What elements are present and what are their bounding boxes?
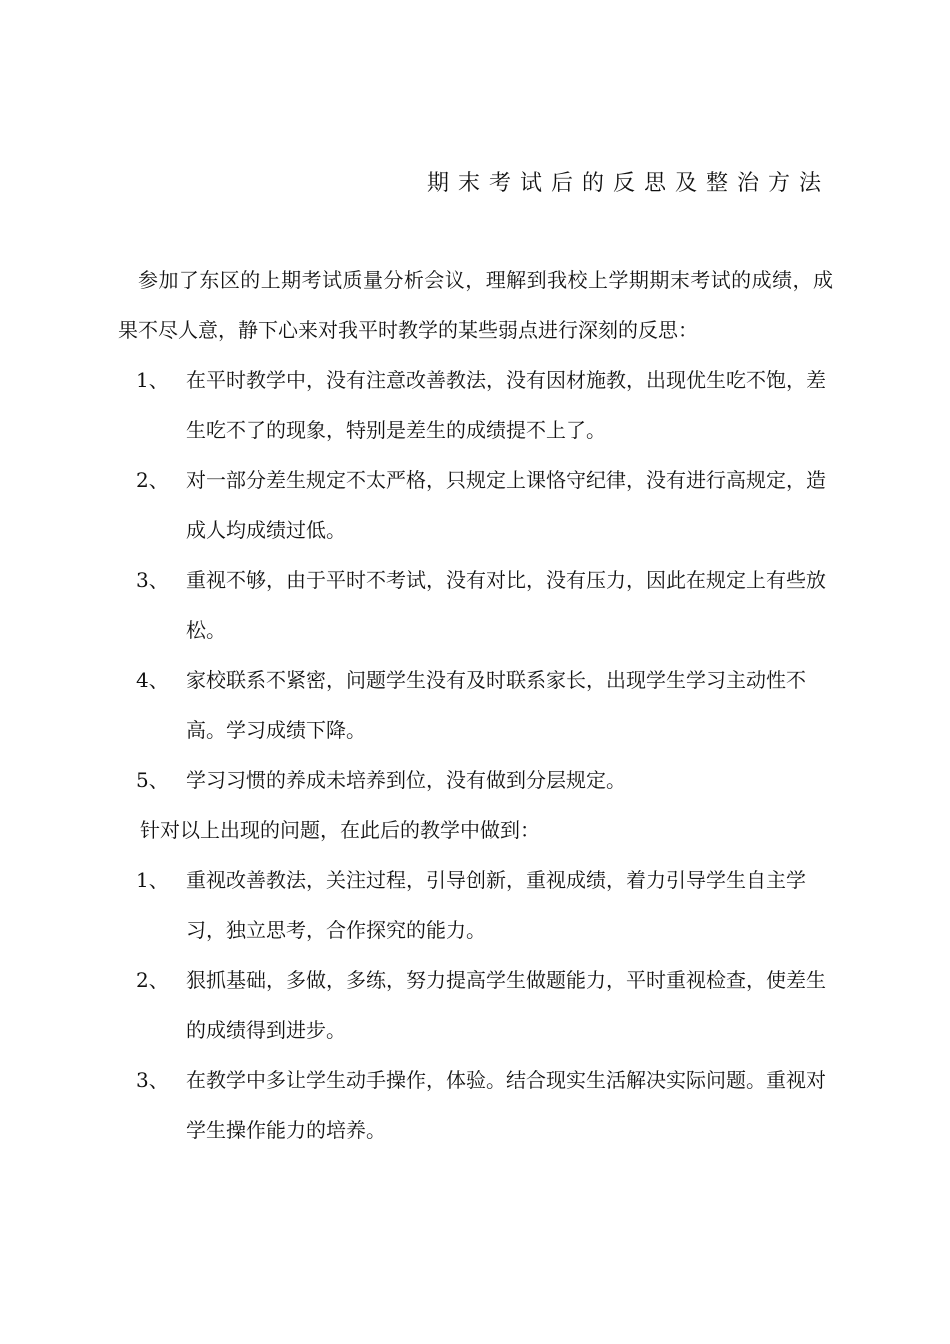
item-text: 在平时教学中，没有注意改善教法，没有因材施教，出现优生吃不饱，差生吃不了的现象，特别是差生的成绩提不上了。 — [186, 368, 826, 442]
list-item — [118, 955, 833, 1055]
list-item — [118, 855, 833, 955]
measures-heading: 针对以上出现的问题，在此后的教学中做到： — [140, 818, 540, 842]
item-text: 学习习惯的养成未培养到位，没有做到分层规定。 — [186, 768, 626, 792]
item-number: 2、 — [136, 968, 169, 992]
item-number: 2、 — [136, 468, 169, 492]
item-text: 在教学中多让学生动手操作，体验。结合现实生活解决实际问题。重视对学生操作能力的培养。 — [186, 1068, 826, 1142]
item-number: 1、 — [136, 868, 169, 892]
item-text: 重视不够，由于平时不考试，没有对比，没有压力，因此在规定上有些放松。 — [186, 568, 826, 642]
item-number: 5、 — [136, 768, 169, 792]
measures-list — [118, 855, 833, 1155]
item-number: 1、 — [136, 368, 169, 392]
item-number: 3、 — [136, 1068, 169, 1092]
list-item — [118, 655, 833, 755]
item-text: 狠抓基础，多做，多练，努力提高学生做题能力，平时重视检查，使差生的成绩得到进步。 — [186, 968, 826, 1042]
item-text: 重视改善教法，关注过程，引导创新，重视成绩，着力引导学生自主学习，独立思考，合作探究的能力。 — [186, 868, 806, 942]
list-item — [118, 1055, 833, 1155]
item-number: 4、 — [136, 668, 169, 692]
list-item — [118, 455, 833, 555]
document-title: 期末考试后的反思及整治方法 — [426, 171, 830, 196]
item-number: 3、 — [136, 568, 169, 592]
reflection-list — [118, 355, 833, 805]
intro-paragraph: 参加了东区的上期考试质量分析会议，理解到我校上学期期末考试的成绩，成果不尽人意，静下心来对我平时教学的某些弱点进行深刻的反思： — [118, 268, 833, 342]
item-text: 对一部分差生规定不太严格，只规定上课恪守纪律，没有进行高规定，造成人均成绩过低。 — [186, 468, 826, 542]
list-item — [118, 355, 833, 455]
list-item — [118, 555, 833, 655]
list-item — [118, 755, 833, 805]
item-text: 家校联系不紧密，问题学生没有及时联系家长，出现学生学习主动性不高。学习成绩下降。 — [186, 668, 806, 742]
